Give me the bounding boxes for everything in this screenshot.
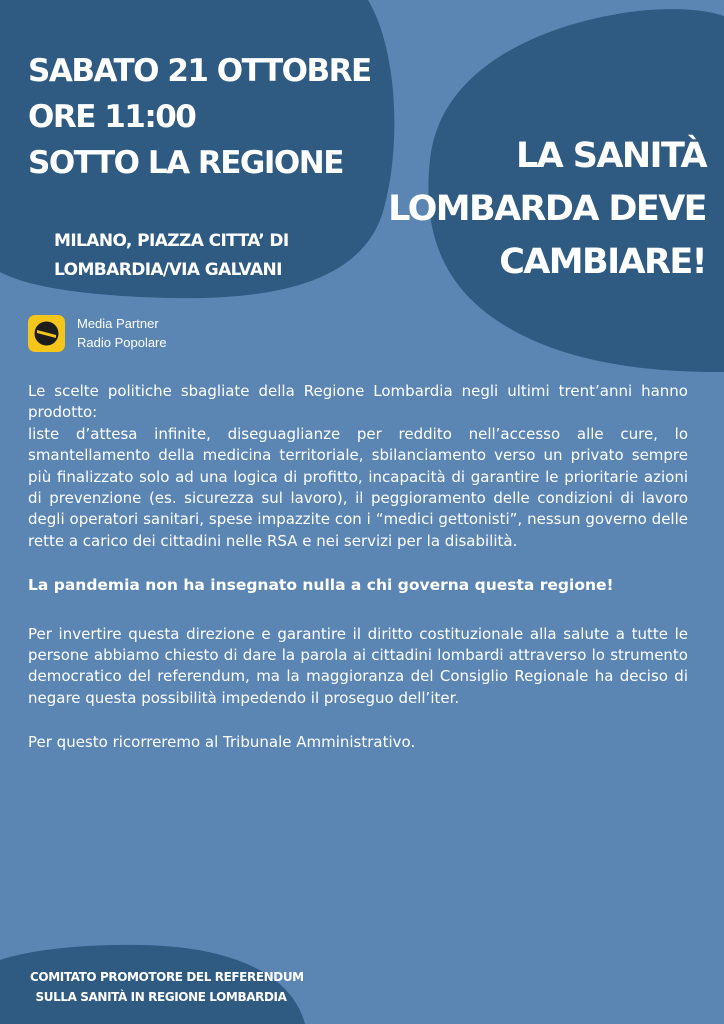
footer-line-1: COMITATO PROMOTORE DEL REFERENDUM: [30, 970, 304, 984]
footer-line-2: SULLA SANITÀ IN REGIONE LOMBARDIA: [35, 990, 287, 1004]
slogan-line-1: LA SANITÀ: [515, 136, 706, 176]
slogan-line-3: CAMBIARE!: [499, 242, 706, 282]
slogan: [386, 130, 706, 289]
partner-name: Radio Popolare: [77, 335, 167, 350]
intro-paragraph: Le scelte politiche sbagliate della Regione Lombardia negli ultimi trent’anni hanno prodotto:: [28, 382, 688, 422]
location-line-1: MILANO, PIAZZA CITTA’ DI: [54, 231, 289, 251]
partner-text: [77, 314, 167, 352]
location-line-2: LOMBARDIA/VIA GALVANI: [54, 260, 282, 280]
media-partner: [28, 314, 167, 352]
event-time: ORE 11:00: [28, 99, 196, 135]
radio-popolare-logo-icon: [28, 315, 65, 352]
committee-footer: [30, 967, 304, 1007]
referendum-paragraph: Per invertire questa direzione e garantire il diritto costituzionale alla salute a tutte le persone abbiamo chiesto di dare la parola ai cittadini lombardi attraverso lo strumento democratico del referendum, ma la maggioranza del Consiglio Regionale ha deciso di negare questa possibilità impedendo il proseguo dell’iter.: [28, 624, 688, 707]
issues-paragraph: liste d’attesa infinite, diseguaglianze per reddito nell’accesso alle cure, lo smantellamento della medicina territoriale, sbilanciamento verso un privato sempre più finalizzato solo ad una logica di profitto, incapacità di garantire le prioritarie azioni di prevenzione (es. sicurezza sul lavoro), il peggioramento delle condizioni di lavoro degli operatori sanitari, spese impazzite con i “medici gettonisti”, nessun governo delle rette a carico dei cittadini nelle RSA e nei servizi per la disabilità.: [28, 424, 688, 550]
highlight-statement: La pandemia non ha insegnato nulla a chi governa questa regione!: [28, 576, 614, 595]
body-text: [28, 381, 688, 754]
partner-label: Media Partner: [77, 316, 159, 331]
slogan-line-2: LOMBARDA DEVE: [388, 189, 706, 229]
event-date: SABATO 21 OTTOBRE: [28, 53, 371, 89]
closing-paragraph: Per questo ricorreremo al Tribunale Amministrativo.: [28, 733, 416, 752]
event-heading: [28, 48, 388, 186]
event-location: [54, 227, 334, 285]
event-place: SOTTO LA REGIONE: [28, 145, 343, 181]
